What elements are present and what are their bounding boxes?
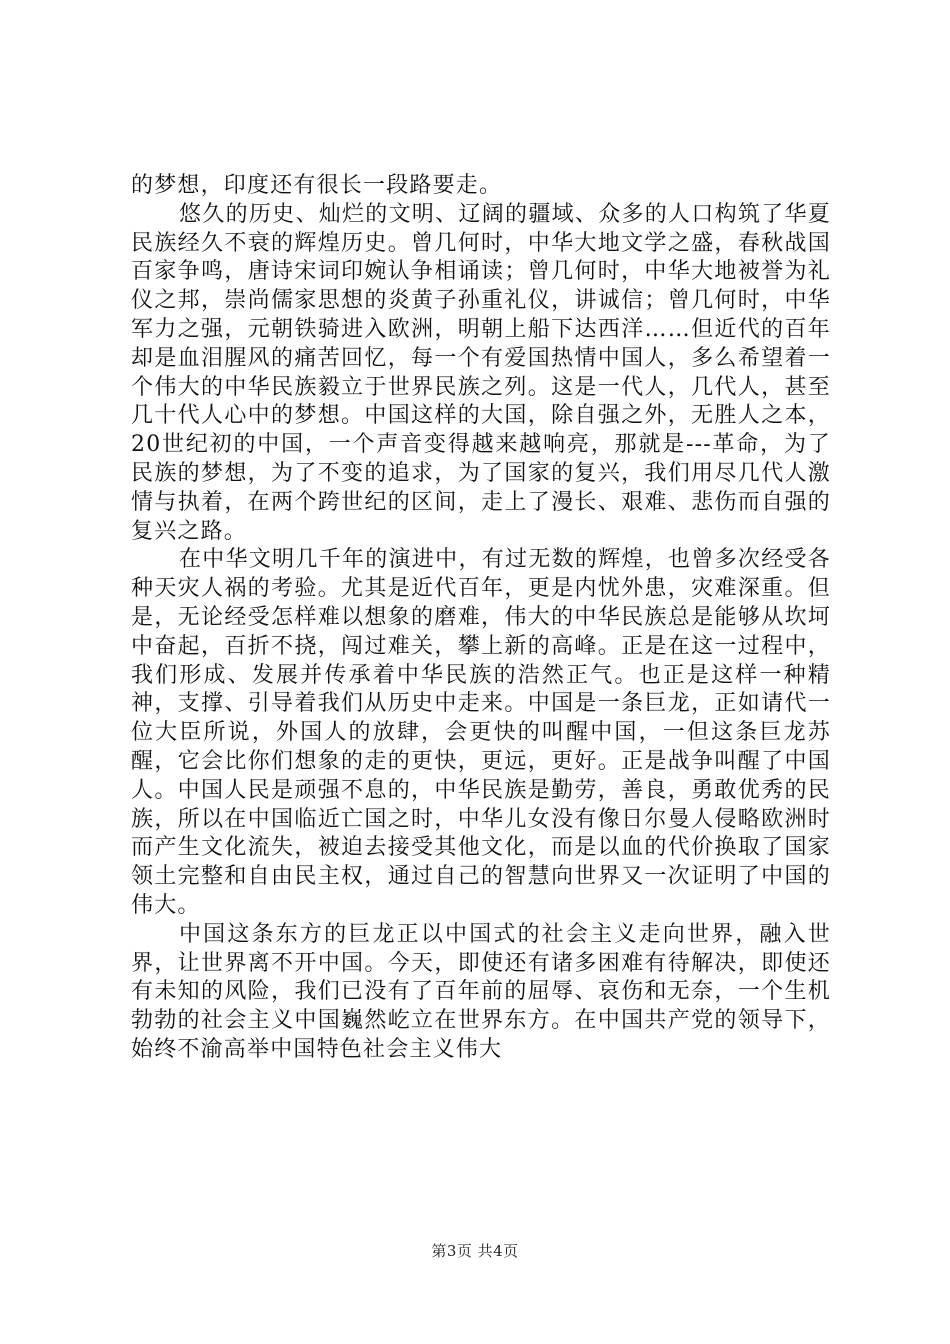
paragraph-continuation: 的梦想，印度还有很长一段路要走。	[131, 173, 503, 198]
paragraph-dragon: 中国这条东方的巨龙正以中国式的社会主义走向世界，融入世界，让世界离不开中国。今天，即使还有诸多困难有待解决，即使还有未知的风险，我们已没有了百年前的屈辱、哀伤和无奈，一个生机勃勃的社会主义中国巍然屹立在世界东方。在中国共产党的领导下，始终不渝高举中国特色社会主义伟大	[131, 921, 831, 1062]
page-number-footer: 第3页 共4页	[431, 1242, 519, 1260]
document-body	[131, 172, 831, 1065]
paragraph-history: 悠久的历史、灿烂的文明、辽阔的疆域、众多的人口构筑了华夏民族经久不衰的辉煌历史。曾几何时，中华大地文学之盛，春秋战国百家争鸣，唐诗宋词印婉认争相诵读；曾几何时，中华大地被誉为礼仪之邦，崇尚儒家思想的炎黄子孙重礼仪，讲诚信；曾几何时，中华军力之强，元朝铁骑进入欧洲，明朝上船下达西洋……但近代的百年却是血泪腥风的痛苦回忆，每一个有爱国热情中国人，多么希望着一个伟大的中华民族毅立于世界民族之列。这是一代人，几代人，甚至几十代人心中的梦想。中国这样的大国，除自强之外，无胜人之本，20世纪初的中国，一个声音变得越来越响亮，那就是---革命，为了民族的梦想，为了不变的追求，为了国家的复兴，我们用尽几代人激情与执着，在两个跨世纪的区间，走上了漫长、艰难、悲伤而自强的复兴之路。	[131, 201, 831, 544]
paragraph-civilization: 在中华文明几千年的演进中，有过无数的辉煌，也曾多次经受各种天灾人祸的考验。尤其是近代百年，更是内忧外患，灾难深重。但是，无论经受怎样难以想象的磨难，伟大的中华民族总是能够从坎坷中奋起，百折不挠，闯过难关，攀上新的高峰。正是在这一过程中，我们形成、发展并传承着中华民族的浩然正气。也正是这样一种精神，支撑、引导着我们从历史中走来。中国是一条巨龙，正如请代一位大臣所说，外国人的放肆，会更快的叫醒中国，一但这条巨龙苏醒，它会比你们想象的走的更快，更远，更好。正是战争叫醒了中国人。中国人民是顽强不息的，中华民族是勤劳，善良，勇敢优秀的民族，所以在中国临近亡国之时，中华儿女没有像日尔曼人侵略欧洲时而产生文化流失，被迫去接受其他文化，而是以血的代价换取了国家领土完整和自由民主权，通过自己的智慧向世界又一次证明了中国的伟大。	[131, 547, 831, 918]
